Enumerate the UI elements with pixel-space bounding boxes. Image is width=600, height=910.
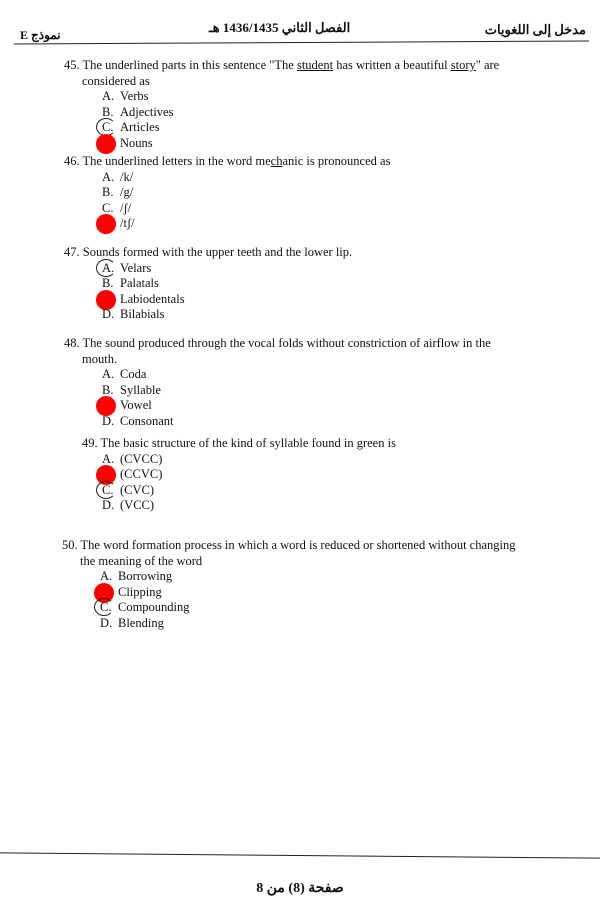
footer-divider: [0, 852, 600, 858]
option-b[interactable]: B. /g/: [102, 185, 134, 199]
option-b[interactable]: B. Adjectives: [102, 104, 174, 119]
question-stem: 45. The underlined parts in this sentence "The student has written a beautiful story" are considered as: [64, 58, 500, 88]
exam-model-label: نموذج E: [20, 28, 61, 42]
question-49: [82, 436, 562, 514]
semester-label: الفصل الثاني 1436/1435 هـ: [209, 20, 351, 35]
question-50: [62, 538, 592, 631]
option-b[interactable]: B. Syllable: [102, 382, 161, 397]
underlined-letters: ch: [270, 154, 283, 168]
question-stem: 46. The underlined letters in the word mechanic is pronounced as: [64, 154, 391, 168]
selected-answer-dot: [96, 214, 116, 234]
option-d[interactable]: D. Bilabials: [102, 307, 165, 321]
option-d[interactable]: D. (VCC): [102, 498, 155, 512]
option-a[interactable]: A. Coda: [102, 367, 147, 381]
course-title: مدخل إلى اللغويات: [484, 22, 586, 37]
question-48: [64, 336, 584, 429]
options-list: [64, 89, 564, 151]
option-d[interactable]: D. Blending: [100, 615, 164, 630]
question-stem: 47. Sounds formed with the upper teeth and the lower lip.: [64, 245, 353, 259]
option-a[interactable]: A. Verbs: [102, 89, 149, 103]
question-stem: 48. The sound produced through the vocal folds without constriction of airflow in the mouth.: [64, 336, 491, 366]
option-d[interactable]: /tʃ/: [102, 216, 564, 232]
question-stem: 49. The basic structure of the kind of syllable found in green is: [82, 436, 396, 450]
option-b[interactable]: B. Palatals: [102, 276, 159, 290]
option-d[interactable]: D. Consonant: [102, 413, 174, 428]
option-a[interactable]: A. Borrowing: [100, 569, 173, 583]
option-a[interactable]: A. Velars: [102, 261, 564, 277]
options-list: [64, 367, 584, 429]
option-c[interactable]: C. (CVC): [102, 483, 562, 499]
option-c[interactable]: C. Articles: [102, 120, 564, 136]
selected-answer-dot: [96, 134, 116, 154]
options-list: [82, 452, 562, 514]
options-list: [62, 569, 592, 631]
question-46: [64, 154, 564, 232]
pen-circle-mark: [94, 598, 114, 616]
page-number: صفحة (8) من 8: [256, 881, 344, 896]
option-a[interactable]: A. /k/: [102, 169, 134, 184]
question-47: [64, 245, 564, 323]
option-c[interactable]: Vowel: [102, 398, 584, 414]
pen-circle-mark: [96, 481, 116, 499]
underlined-word: story: [450, 58, 476, 72]
pen-circle-mark: [96, 259, 116, 277]
options-list: [64, 261, 564, 323]
option-d[interactable]: Nouns: [102, 136, 564, 152]
question-45: [64, 58, 564, 151]
option-c[interactable]: Labiodentals: [102, 292, 564, 308]
option-a[interactable]: A. (CVCC): [102, 451, 163, 466]
option-c[interactable]: C. /ʃ/: [102, 200, 132, 215]
options-list: [64, 170, 564, 232]
option-c[interactable]: C. Compounding: [100, 600, 592, 616]
underlined-word: student: [296, 58, 334, 72]
option-b[interactable]: Clipping: [100, 585, 592, 601]
question-stem: 50. The word formation process in which a word is reduced or shortened without changing the meaning of the word: [62, 538, 516, 568]
option-b[interactable]: (CCVC): [102, 467, 562, 483]
